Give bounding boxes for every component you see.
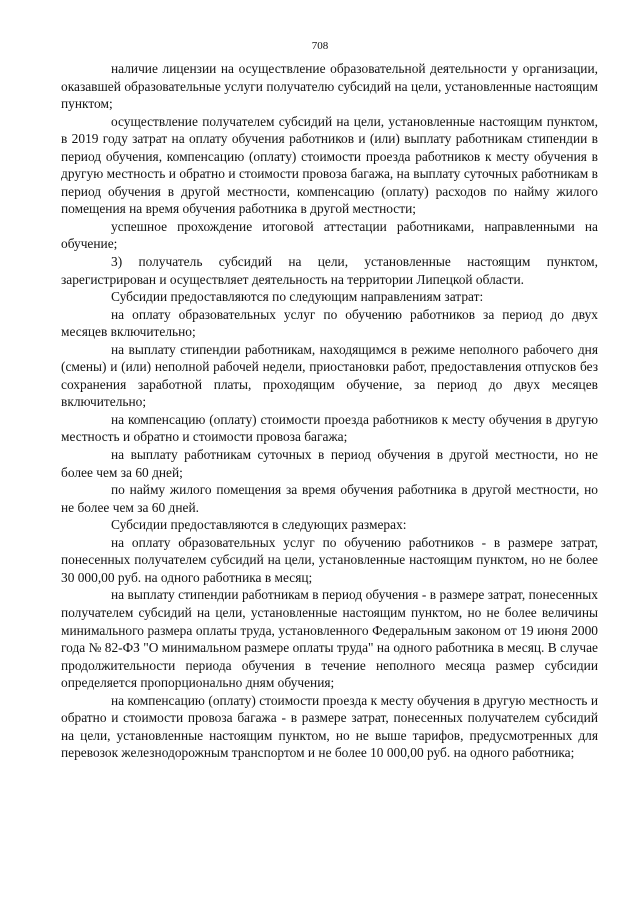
paragraph-license-requirement: наличие лицензии на осуществление образовательной деятельности у организации, оказавшей образовательные услуги получателю субсидий на цели, установленные настоящим пунктом; [61, 61, 598, 112]
document-body [61, 60, 598, 762]
paragraph-subsidy-amounts-heading: Субсидии предоставляются в следующих размерах: [111, 517, 407, 533]
paragraph-direction-stipend: на выплату стипендии работникам, находящимся в режиме неполного рабочего дня (смены) и (или) неполной рабочей недели, приостановки работ, предоставления отпусков без сохранения заработной платы, проходящим обучение, за период до двух месяцев включительно; [61, 341, 598, 410]
paragraph-direction-travel: на компенсацию (оплату) стоимости проезда работников к месту обучения в другую местность и обратно и стоимости провоза багажа; [61, 411, 598, 445]
paragraph-direction-per-diem: на выплату работникам суточных в период обучения в другой местности, но не более чем за 60 дней; [61, 447, 598, 480]
paragraph-amount-stipend: на выплату стипендии работникам в период обучения - в размере затрат, понесенных получателем субсидий на цели, установленные настоящим пунктом, но не более величины минимального размера оплаты труда, установленного Федеральным законом от 19 июня 2000 года № 82-ФЗ "О минимальном размере оплаты труда" на одного работника в месяц. В случае продолжительности периода обучения в течение неполного месяца размер субсидии определяется пропорционально дням обучения; [61, 587, 598, 691]
paragraph-amount-education-services: на оплату образовательных услуг по обучению работников - в размере затрат, понесенных получателем субсидий на цели, установленные настоящим пунктом, но не более 30 000,00 руб. на одного работника в месяц; [61, 534, 598, 585]
paragraph-direction-housing: по найму жилого помещения за время обучения работника в другой местности, но не более чем за 60 дней. [61, 482, 598, 515]
paragraph-amount-travel: на компенсацию (оплату) стоимости проезда к месту обучения в другую местность и обратно и стоимости провоза багажа - в размере затрат, понесенных получателем субсидий на цели, установленные настоящим пунктом, но не выше тарифов, предусмотренных для перевозок железнодорожным транспортом и не более 10 000,00 руб. на одного работника; [61, 692, 598, 761]
paragraph-final-attestation: успешное прохождение итоговой аттестации работниками, направленными на обучение; [61, 218, 598, 252]
paragraph-expenses-2019: осуществление получателем субсидий на цели, установленные настоящим пунктом, в 2019 году затрат на оплату обучения работников и (или) выплату работникам стипендии в период обучения, компенсацию (оплату) стоимости проезда работников к месту обучения в другую местность и обратно и стоимости провоза багажа, на выплату суточных работникам в период обучения в другой местности, компенсацию (оплату) расходов по найму жилого помещения на время обучения работника в другой местности; [61, 113, 598, 217]
page-number: 708 [311, 40, 329, 52]
paragraph-direction-education-services: на оплату образовательных услуг по обучению работников за период до двух месяцев включительно; [61, 306, 598, 340]
paragraph-subsidy-directions-heading: Субсидии предоставляются по следующим направлениям затрат: [111, 289, 484, 305]
paragraph-registration-lipetsk: 3) получатель субсидий на цели, установленные настоящим пунктом, зарегистрирован и осуществляет деятельность на территории Липецкой области. [61, 254, 598, 287]
